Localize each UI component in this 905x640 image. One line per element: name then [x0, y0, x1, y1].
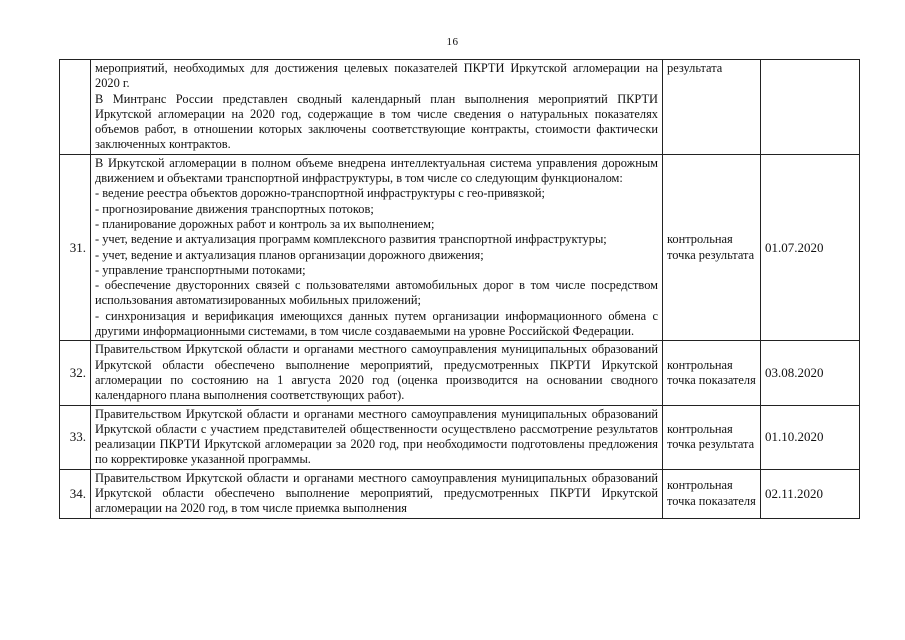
description-paragraph: - прогнозирование движения транспортных потоков;: [95, 201, 374, 216]
table-row: [60, 469, 860, 518]
description-paragraph: Правительством Иркутской области и органами местного самоуправления муниципальных образований Иркутской области обеспечено выполнение мероприятий, предусмотренных ПКРТИ Иркутской агломерации по состоянию на 1 августа 2020 год (оценка производится на основании сводного календарного плана выполнения соответствующих работ).: [95, 342, 658, 403]
row-date: [761, 60, 860, 155]
row-type: контрольная точка результата: [663, 154, 761, 341]
table-row: [60, 60, 860, 155]
row-type: контрольная точка показателя: [663, 469, 761, 518]
row-description: [91, 469, 663, 518]
row-type: контрольная точка результата: [663, 405, 761, 469]
row-type: контрольная точка показателя: [663, 341, 761, 405]
row-description: [91, 154, 663, 341]
description-paragraph: Правительством Иркутской области и органами местного самоуправления муниципальных образований Иркутской области с участием представителей общественности осуществлено рассмотрение результатов реализации ПКРТИ Иркутской агломерации за 2020 год, при необходимости подготовлены предложения по корректировке указанной программы.: [95, 406, 658, 467]
row-description: [91, 60, 663, 155]
row-type: результата: [663, 60, 761, 155]
row-date: 03.08.2020: [761, 341, 860, 405]
description-paragraph: - ведение реестра объектов дорожно-транспортной инфраструктуры с гео-привязкой;: [95, 186, 545, 201]
row-number: 33.: [60, 405, 91, 469]
plan-table: [59, 59, 860, 519]
table-row: [60, 154, 860, 341]
description-paragraph: - учет, ведение и актуализация планов организации дорожного движения;: [95, 247, 484, 262]
row-date: 01.07.2020: [761, 154, 860, 341]
description-paragraph: Правительством Иркутской области и органами местного самоуправления муниципальных образований Иркутской области обеспечено выполнение мероприятий, предусмотренных ПКРТИ Иркутской агломерации на 2020 год, в том числе приемка выполнения: [95, 470, 658, 516]
row-number: 34.: [60, 469, 91, 518]
row-number: 32.: [60, 341, 91, 405]
description-paragraph: - управление транспортными потоками;: [95, 262, 306, 277]
description-paragraph: - обеспечение двусторонних связей с пользователями автомобильных дорог в том числе посредством использования автоматизированных мобильных приложений;: [95, 278, 658, 308]
page-number: 16: [446, 36, 459, 48]
row-description: [91, 405, 663, 469]
description-paragraph: В Минтранс России представлен сводный календарный план выполнения мероприятий ПКРТИ Иркутской агломерации на 2020 год, содержащие в том числе сведения о натуральных показателях объемов работ, в отношении которых заключены соответствующие контракты, стоимости фактически заключенных контрактов.: [95, 91, 658, 152]
row-number: 31.: [60, 154, 91, 341]
description-paragraph: - планирование дорожных работ и контроль за их выполнением;: [95, 216, 435, 231]
description-paragraph: мероприятий, необходимых для достижения целевых показателей ПКРТИ Иркутской агломерации на 2020 г.: [95, 61, 658, 91]
description-paragraph: В Иркутской агломерации в полном объеме внедрена интеллектуальная система управления дорожным движением и объектами транспортной инфраструктуры, в том числе со следующим функционалом:: [95, 155, 658, 186]
row-date: 02.11.2020: [761, 469, 860, 518]
description-paragraph: - учет, ведение и актуализация программ комплексного развития транспортной инфраструктуры;: [95, 232, 607, 247]
description-paragraph: - синхронизация и верификация имеющихся данных путем организации информационного обмена с другими информационными системами, в том числе создаваемыми на уровне Российской Федерации.: [95, 308, 658, 339]
row-date: 01.10.2020: [761, 405, 860, 469]
table-row: [60, 341, 860, 405]
row-number: [60, 60, 91, 155]
table-row: [60, 405, 860, 469]
row-description: [91, 341, 663, 405]
